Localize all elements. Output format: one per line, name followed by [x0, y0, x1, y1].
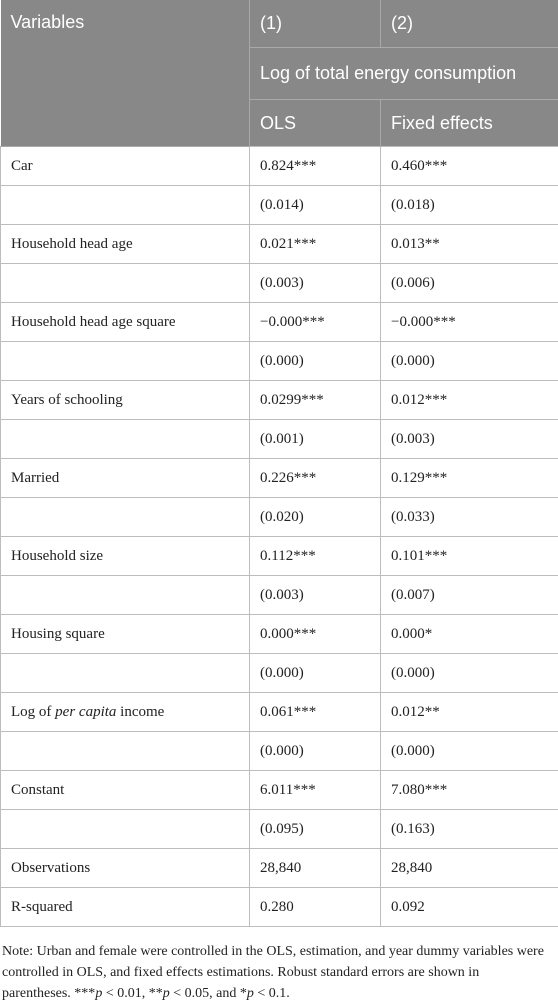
row-label — [1, 810, 250, 849]
table-note — [0, 927, 558, 1004]
cell-ols: −0.000*** — [250, 303, 381, 342]
cell-ols: 0.061*** — [250, 693, 381, 732]
cell-fixed-effects: 0.101*** — [381, 537, 558, 576]
table-row — [1, 186, 558, 225]
cell-ols: (0.095) — [250, 810, 381, 849]
cell-fixed-effects: −0.000*** — [381, 303, 558, 342]
cell-ols: 0.0299*** — [250, 381, 381, 420]
cell-fixed-effects: 0.129*** — [381, 459, 558, 498]
table-row — [1, 537, 558, 576]
table-row — [1, 225, 558, 264]
note-text: < 0.01, ** — [102, 986, 162, 1001]
cell-fixed-effects: (0.033) — [381, 498, 558, 537]
table-row — [1, 459, 558, 498]
table-row — [1, 264, 558, 303]
table-row — [1, 381, 558, 420]
cell-ols: 0.280 — [250, 888, 381, 927]
row-label: Household head age square — [1, 303, 250, 342]
note-text: < 0.05, and * — [170, 986, 247, 1001]
row-label-part: per capita — [55, 704, 116, 720]
cell-ols: 0.000*** — [250, 615, 381, 654]
header-col2-number: (2) — [381, 0, 558, 48]
cell-fixed-effects: (0.018) — [381, 186, 558, 225]
cell-fixed-effects: 28,840 — [381, 849, 558, 888]
note-text: < 0.1. — [254, 986, 290, 1001]
header-method-ols: OLS — [250, 100, 381, 147]
cell-ols: (0.000) — [250, 342, 381, 381]
table-row — [1, 303, 558, 342]
row-label — [1, 342, 250, 381]
table-row — [1, 147, 558, 186]
cell-ols: (0.001) — [250, 420, 381, 459]
cell-ols: 28,840 — [250, 849, 381, 888]
header-variables: Variables — [1, 0, 250, 147]
row-label — [1, 498, 250, 537]
cell-ols: (0.000) — [250, 732, 381, 771]
cell-fixed-effects: 7.080*** — [381, 771, 558, 810]
cell-ols: 0.824*** — [250, 147, 381, 186]
row-label — [1, 576, 250, 615]
row-label: Years of schooling — [1, 381, 250, 420]
table-row — [1, 615, 558, 654]
cell-fixed-effects: 0.012** — [381, 693, 558, 732]
cell-ols: 0.226*** — [250, 459, 381, 498]
row-label: Household size — [1, 537, 250, 576]
header-dependent-variable: Log of total energy consumption — [250, 48, 558, 100]
table-body — [1, 147, 558, 927]
note-p-symbol: p — [247, 986, 254, 1001]
cell-fixed-effects: (0.163) — [381, 810, 558, 849]
cell-ols: 0.112*** — [250, 537, 381, 576]
table-row — [1, 771, 558, 810]
cell-fixed-effects: (0.000) — [381, 342, 558, 381]
cell-fixed-effects: 0.000* — [381, 615, 558, 654]
header-col1-number: (1) — [250, 0, 381, 48]
table-row — [1, 810, 558, 849]
table-row — [1, 420, 558, 459]
cell-ols: (0.003) — [250, 576, 381, 615]
cell-fixed-effects: (0.000) — [381, 732, 558, 771]
cell-fixed-effects: (0.007) — [381, 576, 558, 615]
cell-ols: (0.003) — [250, 264, 381, 303]
note-p-symbol: p — [95, 986, 102, 1001]
table-row — [1, 693, 558, 732]
row-label: Housing square — [1, 615, 250, 654]
table-row — [1, 576, 558, 615]
cell-fixed-effects: (0.006) — [381, 264, 558, 303]
table-header — [1, 0, 558, 147]
row-label: R-squared — [1, 888, 250, 927]
cell-fixed-effects: (0.003) — [381, 420, 558, 459]
note-text: Note: Urban and female were controlled in the OLS, estimation, and year dummy variables were controlled in OLS, and fixed effects estimations. Robust standard errors are shown in parentheses. *** — [2, 944, 544, 1001]
cell-ols: (0.020) — [250, 498, 381, 537]
row-label — [1, 732, 250, 771]
cell-fixed-effects: 0.012*** — [381, 381, 558, 420]
header-method-fixed-effects: Fixed effects — [381, 100, 558, 147]
cell-ols: (0.014) — [250, 186, 381, 225]
table-row — [1, 888, 558, 927]
cell-ols: 0.021*** — [250, 225, 381, 264]
cell-ols: (0.000) — [250, 654, 381, 693]
cell-fixed-effects: (0.000) — [381, 654, 558, 693]
row-label — [1, 654, 250, 693]
row-label: Household head age — [1, 225, 250, 264]
row-label — [1, 420, 250, 459]
row-label — [1, 264, 250, 303]
row-label: Married — [1, 459, 250, 498]
row-label: Car — [1, 147, 250, 186]
table-row — [1, 342, 558, 381]
row-label: Constant — [1, 771, 250, 810]
cell-ols: 6.011*** — [250, 771, 381, 810]
row-label-part: Log of — [11, 704, 55, 720]
cell-fixed-effects: 0.013** — [381, 225, 558, 264]
note-p-symbol: p — [163, 986, 170, 1001]
cell-fixed-effects: 0.092 — [381, 888, 558, 927]
row-label — [1, 186, 250, 225]
row-label — [1, 693, 250, 732]
table-row — [1, 654, 558, 693]
table-row — [1, 732, 558, 771]
row-label: Observations — [1, 849, 250, 888]
cell-fixed-effects: 0.460*** — [381, 147, 558, 186]
table-row — [1, 498, 558, 537]
row-label-part: income — [116, 704, 164, 720]
table-row — [1, 849, 558, 888]
